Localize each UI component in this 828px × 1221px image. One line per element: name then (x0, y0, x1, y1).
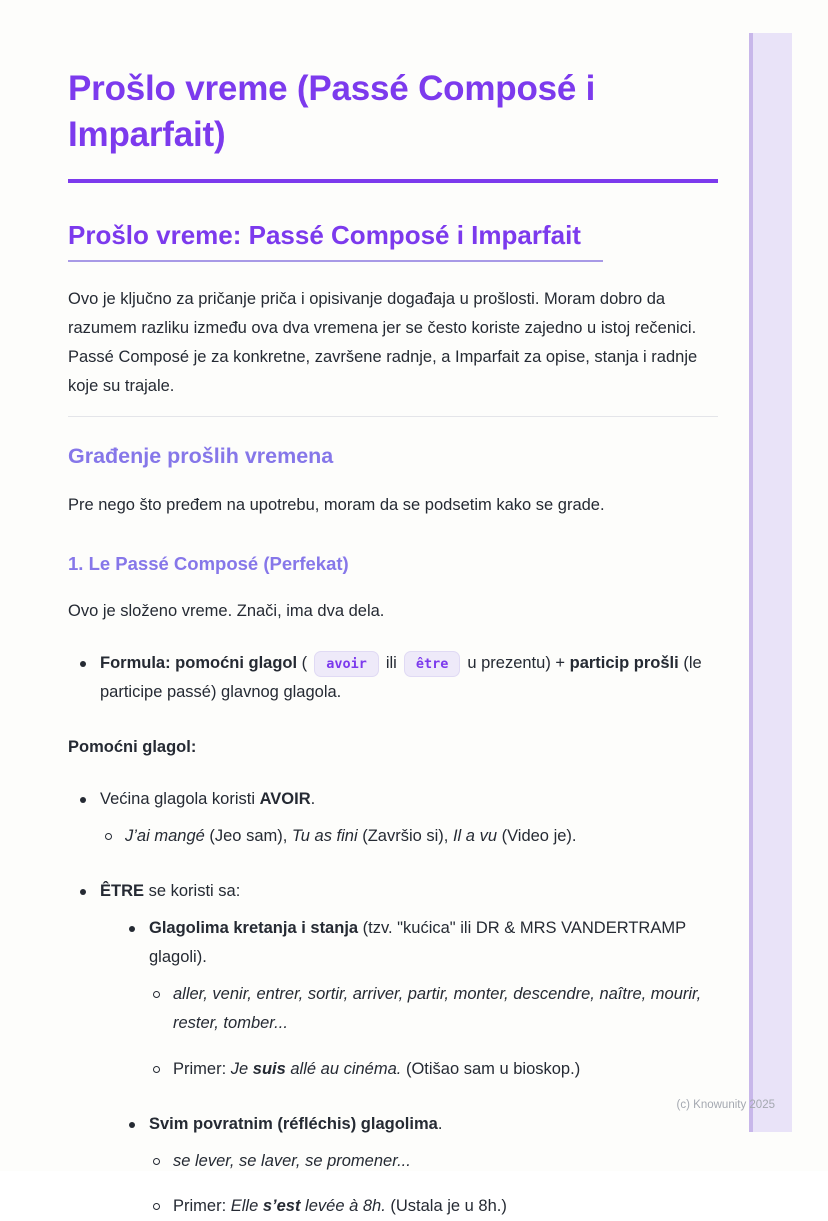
avoir-bold: AVOIR (259, 790, 311, 809)
reflexive-bold: Svim povratnim (réfléchis) glagolima (149, 1114, 438, 1133)
motion-bold: Glagolima kretanja i stanja (149, 919, 359, 938)
formula-or-word: ili (385, 654, 397, 673)
avoir-pre: Većina glagola koristi (100, 790, 260, 809)
building-heading: Građenje prošlih vremena (68, 444, 334, 469)
example-il-a-vu-translation: (Video je). (497, 827, 577, 846)
reflexive-verbs-text: se lever, se laver, se promener... (173, 1151, 411, 1170)
motion-post: (tzv. "kućica" ili DR & MRS VANDERTRAMP glagoli). (149, 919, 686, 967)
code-badge-avoir: avoir (314, 651, 379, 677)
motion-example-suis: suis (252, 1059, 286, 1078)
formula-list (68, 649, 718, 707)
etre-bold: ÊTRE (100, 882, 145, 901)
formula-label: Formula: pomoćni glagol (100, 654, 298, 673)
list-item-reflexive-verb-examples (141, 1147, 718, 1176)
reflexive-post: . (437, 1114, 443, 1133)
code-badge-etre: être (404, 651, 461, 677)
section-heading-wrap (68, 220, 718, 262)
list-item-reflexive (117, 1110, 718, 1139)
reflexive-example-i2: levée à 8h. (300, 1196, 386, 1215)
formula-tail: (le participe passé) glavnog glagola. (100, 654, 702, 702)
list-item-etre (68, 877, 718, 906)
document-content (68, 66, 718, 1221)
page-title: Prošlo vreme (Passé Composé i Imparfait) (68, 69, 596, 154)
motion-example-i1: Je (230, 1059, 253, 1078)
list-item-formula (68, 649, 718, 707)
reflexive-example-translation: (Ustala je u 8h.) (385, 1196, 507, 1215)
reflexive-example-sest: s’est (262, 1196, 301, 1215)
example-tu-as-fini-translation: (Završio si), (357, 827, 453, 846)
list-item-reflexive-example (141, 1192, 718, 1221)
list-item-avoir-examples (93, 822, 718, 851)
avoir-post: . (310, 790, 316, 809)
formula-open-paren: ( (297, 654, 308, 673)
reflexive-example-i1: Elle (230, 1196, 263, 1215)
example-il-a-vu: Il a vu (452, 827, 497, 846)
motion-example-i2: allé au cinéma. (285, 1059, 402, 1078)
title-divider-rule (68, 179, 718, 183)
list-item-motion-example (141, 1055, 718, 1084)
section-divider (68, 416, 718, 417)
formula-participle: particip prošli (569, 654, 679, 673)
section-heading: Prošlo vreme: Passé Composé i Imparfait (68, 220, 603, 262)
passe-compose-heading: 1. Le Passé Composé (Perfekat) (68, 553, 349, 575)
passe-compose-intro-paragraph: Ovo je složeno vreme. Znači, ima dva dela. (68, 602, 385, 621)
building-intro-paragraph: Pre nego što pređem na upotrebu, moram da se podsetim kako se grade. (68, 496, 605, 515)
motion-example-label: Primer: (173, 1059, 231, 1078)
list-item-avoir (68, 785, 718, 814)
reflexive-example-label: Primer: (173, 1196, 231, 1215)
list-item-motion-verbs (117, 914, 718, 972)
example-tu-as-fini: Tu as fini (291, 827, 358, 846)
intro-paragraph: Ovo je ključno za pričanje priča i opisivanje događaja u prošlosti. Moram dobro da razumem razliku između ova dva vremena jer se često koriste zajedno u istoj rečenici. Passé Composé je za konkretne, završene radnje, a Imparfait za opise, stanja i radnje koje su trajale. (68, 290, 698, 396)
auxiliary-label: Pomoćni glagol: (68, 738, 197, 757)
auxiliary-verbs-list (68, 785, 718, 1220)
motion-example-translation: (Otišao sam u bioskop.) (401, 1059, 581, 1078)
list-item-motion-verb-examples (141, 980, 718, 1038)
motion-verbs-text: aller, venir, entrer, sortir, arriver, partir, monter, descendre, naître, mourir, rester, tomber... (173, 985, 702, 1033)
formula-after-codes: u prezentu) + (467, 654, 570, 673)
copyright-footer: (c) Knowunity 2025 (676, 1099, 775, 1111)
example-jai-mange: J’ai mangé (125, 827, 205, 846)
etre-post: se koristi sa: (144, 882, 241, 901)
example-jai-mange-translation: (Jeo sam), (204, 827, 292, 846)
right-accent-bar (749, 33, 792, 1132)
